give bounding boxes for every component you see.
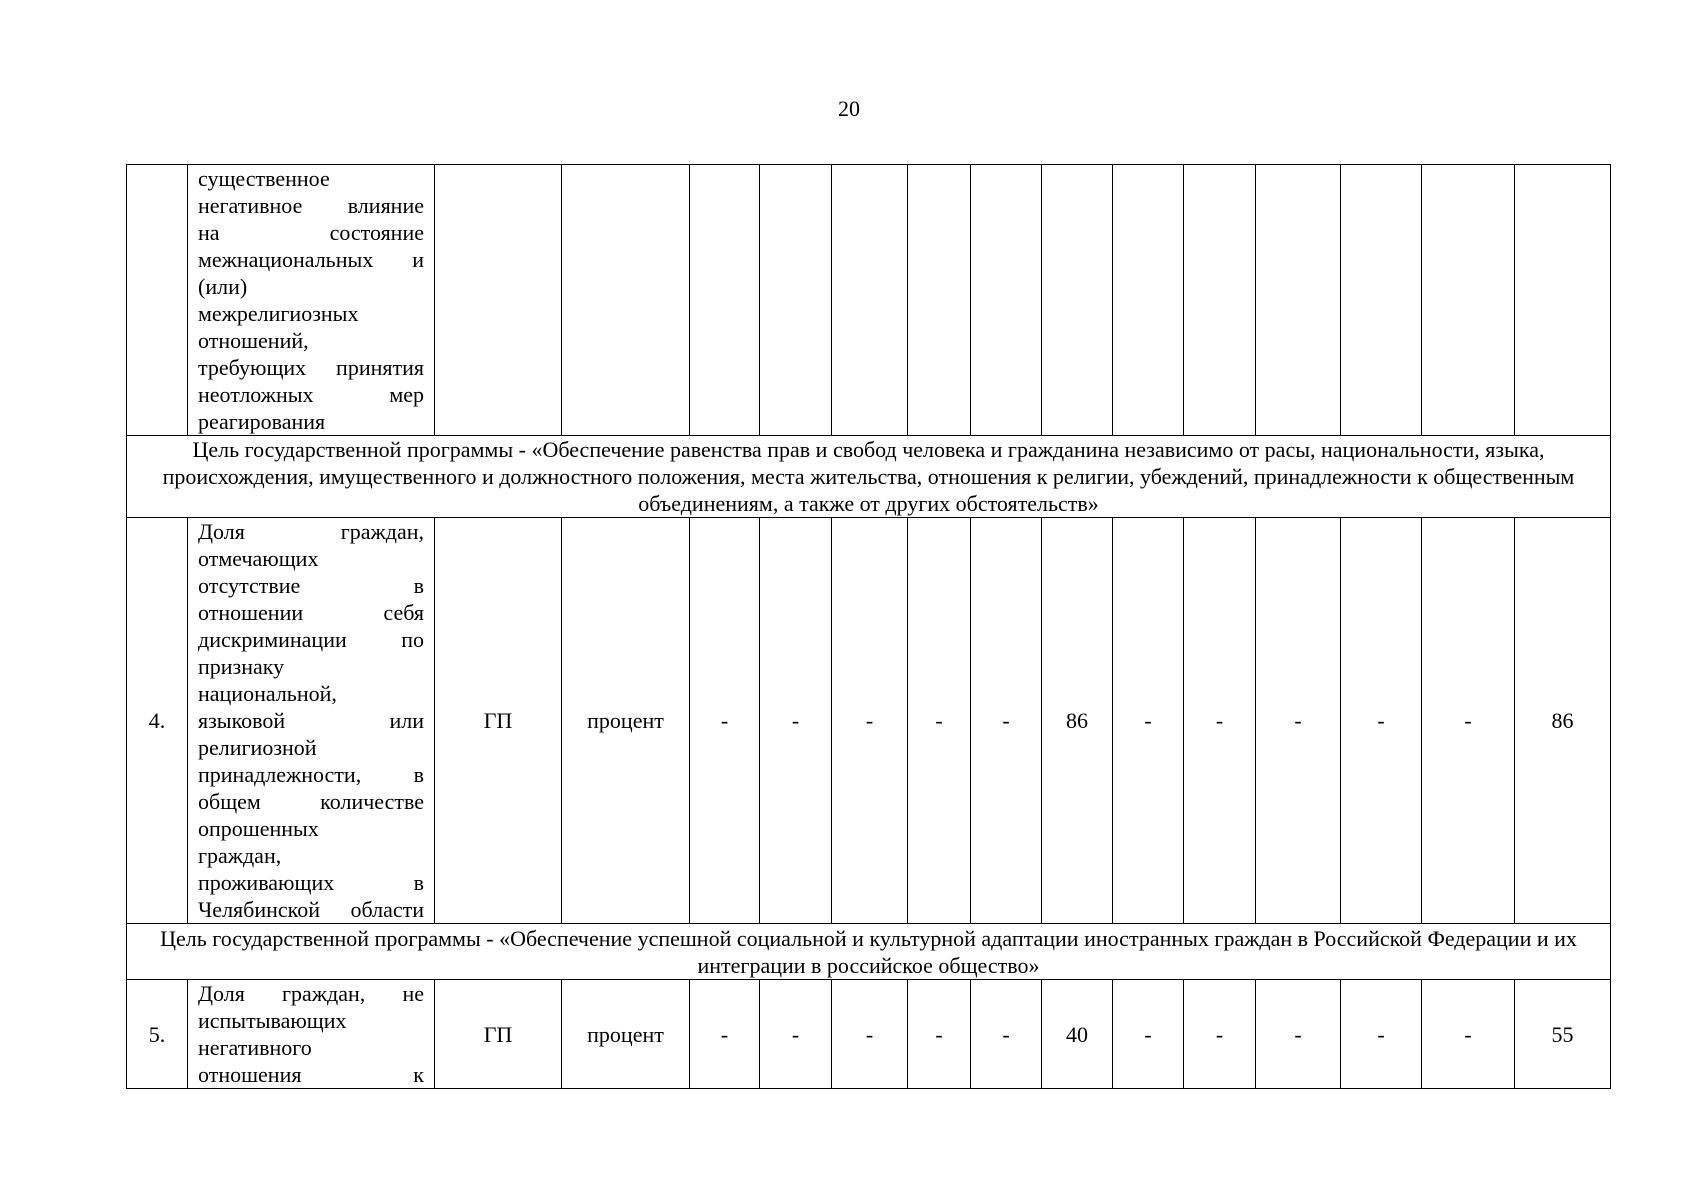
description-line: Доля граждан, — [198, 519, 424, 544]
value-cell: 86 — [1042, 518, 1113, 924]
page-number: 20 — [838, 96, 860, 121]
value-cell: - — [1341, 980, 1422, 1089]
value-cell — [1042, 165, 1113, 436]
value-cell: - — [1422, 980, 1515, 1089]
description-line: негативное влияние — [198, 193, 424, 218]
value-cell: - — [908, 980, 971, 1089]
description-line: Челябинской области — [198, 897, 424, 922]
value-cell: - — [1256, 980, 1341, 1089]
indicator-description — [188, 518, 435, 924]
value-cell: - — [760, 980, 832, 1089]
table-row-indicator — [127, 980, 1611, 1089]
description-line: на состояние — [198, 220, 424, 245]
description-line: межнациональных и — [198, 247, 424, 272]
description-line: существенное — [198, 166, 330, 191]
indicators-table — [126, 164, 1611, 1089]
value-cell: - — [1256, 518, 1341, 924]
value-cell — [908, 165, 971, 436]
value-cell: - — [690, 518, 760, 924]
description-line: дискриминации по — [198, 627, 424, 652]
value-cell: - — [1422, 518, 1515, 924]
description-line: общем количестве — [198, 789, 424, 814]
program-goal-text: Цель государственной программы - «Обеспечение успешной социальной и культурной адаптации иностранных граждан в Российской Федерации и их интеграции в российское общество» — [127, 924, 1611, 980]
description-line: отношении себя — [198, 600, 424, 625]
value-cell — [760, 165, 832, 436]
indicator-description — [188, 165, 435, 436]
value-cell: - — [971, 980, 1042, 1089]
description-line: принадлежности, в — [198, 762, 424, 787]
value-cell: - — [908, 518, 971, 924]
value-cell: - — [832, 980, 908, 1089]
description-line: межрелигиозных — [198, 301, 359, 326]
table-row-indicator — [127, 518, 1611, 924]
program-goal-text: Цель государственной программы - «Обеспечение равенства прав и свобод человека и гражданина независимо от расы, национальности, языка, происхождения, имущественного и должностного положения, места жительства, отношения к религии, убеждений, принадлежности к общественным объединениям, а также от других обстоятельств» — [127, 436, 1611, 518]
source-cell — [435, 165, 562, 436]
unit-cell: процент — [562, 518, 690, 924]
table-row-continuation — [127, 165, 1611, 436]
description-line: национальной, — [198, 681, 337, 706]
table-row-goal — [127, 436, 1611, 518]
table-row-goal — [127, 924, 1611, 980]
value-cell: - — [832, 518, 908, 924]
indicator-description — [188, 980, 435, 1089]
value-cell: - — [971, 518, 1042, 924]
description-line: проживающих в — [198, 870, 424, 895]
row-number-cell — [127, 165, 188, 436]
source-cell: ГП — [435, 518, 562, 924]
value-cell: - — [1113, 980, 1184, 1089]
value-cell: - — [760, 518, 832, 924]
value-cell — [1422, 165, 1515, 436]
value-cell: - — [1341, 518, 1422, 924]
value-cell — [971, 165, 1042, 436]
value-cell: 86 — [1515, 518, 1611, 924]
description-line: отсутствие в — [198, 573, 424, 598]
row-number: 4. — [127, 518, 188, 924]
unit-cell — [562, 165, 690, 436]
value-cell — [1515, 165, 1611, 436]
value-cell — [1184, 165, 1256, 436]
value-cell: 40 — [1042, 980, 1113, 1089]
description-line: языковой или — [198, 708, 424, 733]
value-cell: - — [1184, 518, 1256, 924]
description-line: отмечающих — [198, 546, 319, 571]
description-line: требующих принятия — [198, 355, 424, 380]
value-cell: - — [1113, 518, 1184, 924]
source-cell: ГП — [435, 980, 562, 1089]
value-cell — [1341, 165, 1422, 436]
value-cell: - — [1184, 980, 1256, 1089]
value-cell — [1256, 165, 1341, 436]
value-cell — [1113, 165, 1184, 436]
description-line: Доля граждан, не — [198, 981, 424, 1006]
description-line: граждан, — [198, 843, 282, 868]
description-line: реагирования — [198, 409, 326, 434]
description-line: (или) — [198, 274, 248, 299]
description-line: негативного — [198, 1035, 312, 1060]
description-line: отношений, — [198, 328, 309, 353]
value-cell: 55 — [1515, 980, 1611, 1089]
description-line: признаку — [198, 654, 285, 679]
description-line: религиозной — [198, 735, 317, 760]
description-line: неотложных мер — [198, 382, 424, 407]
row-number: 5. — [127, 980, 188, 1089]
unit-cell: процент — [562, 980, 690, 1089]
description-line: отношения к — [198, 1062, 424, 1087]
description-line: испытывающих — [198, 1008, 347, 1033]
description-line: опрошенных — [198, 816, 319, 841]
table-body — [127, 165, 1611, 1089]
value-cell — [690, 165, 760, 436]
value-cell: - — [690, 980, 760, 1089]
value-cell — [832, 165, 908, 436]
